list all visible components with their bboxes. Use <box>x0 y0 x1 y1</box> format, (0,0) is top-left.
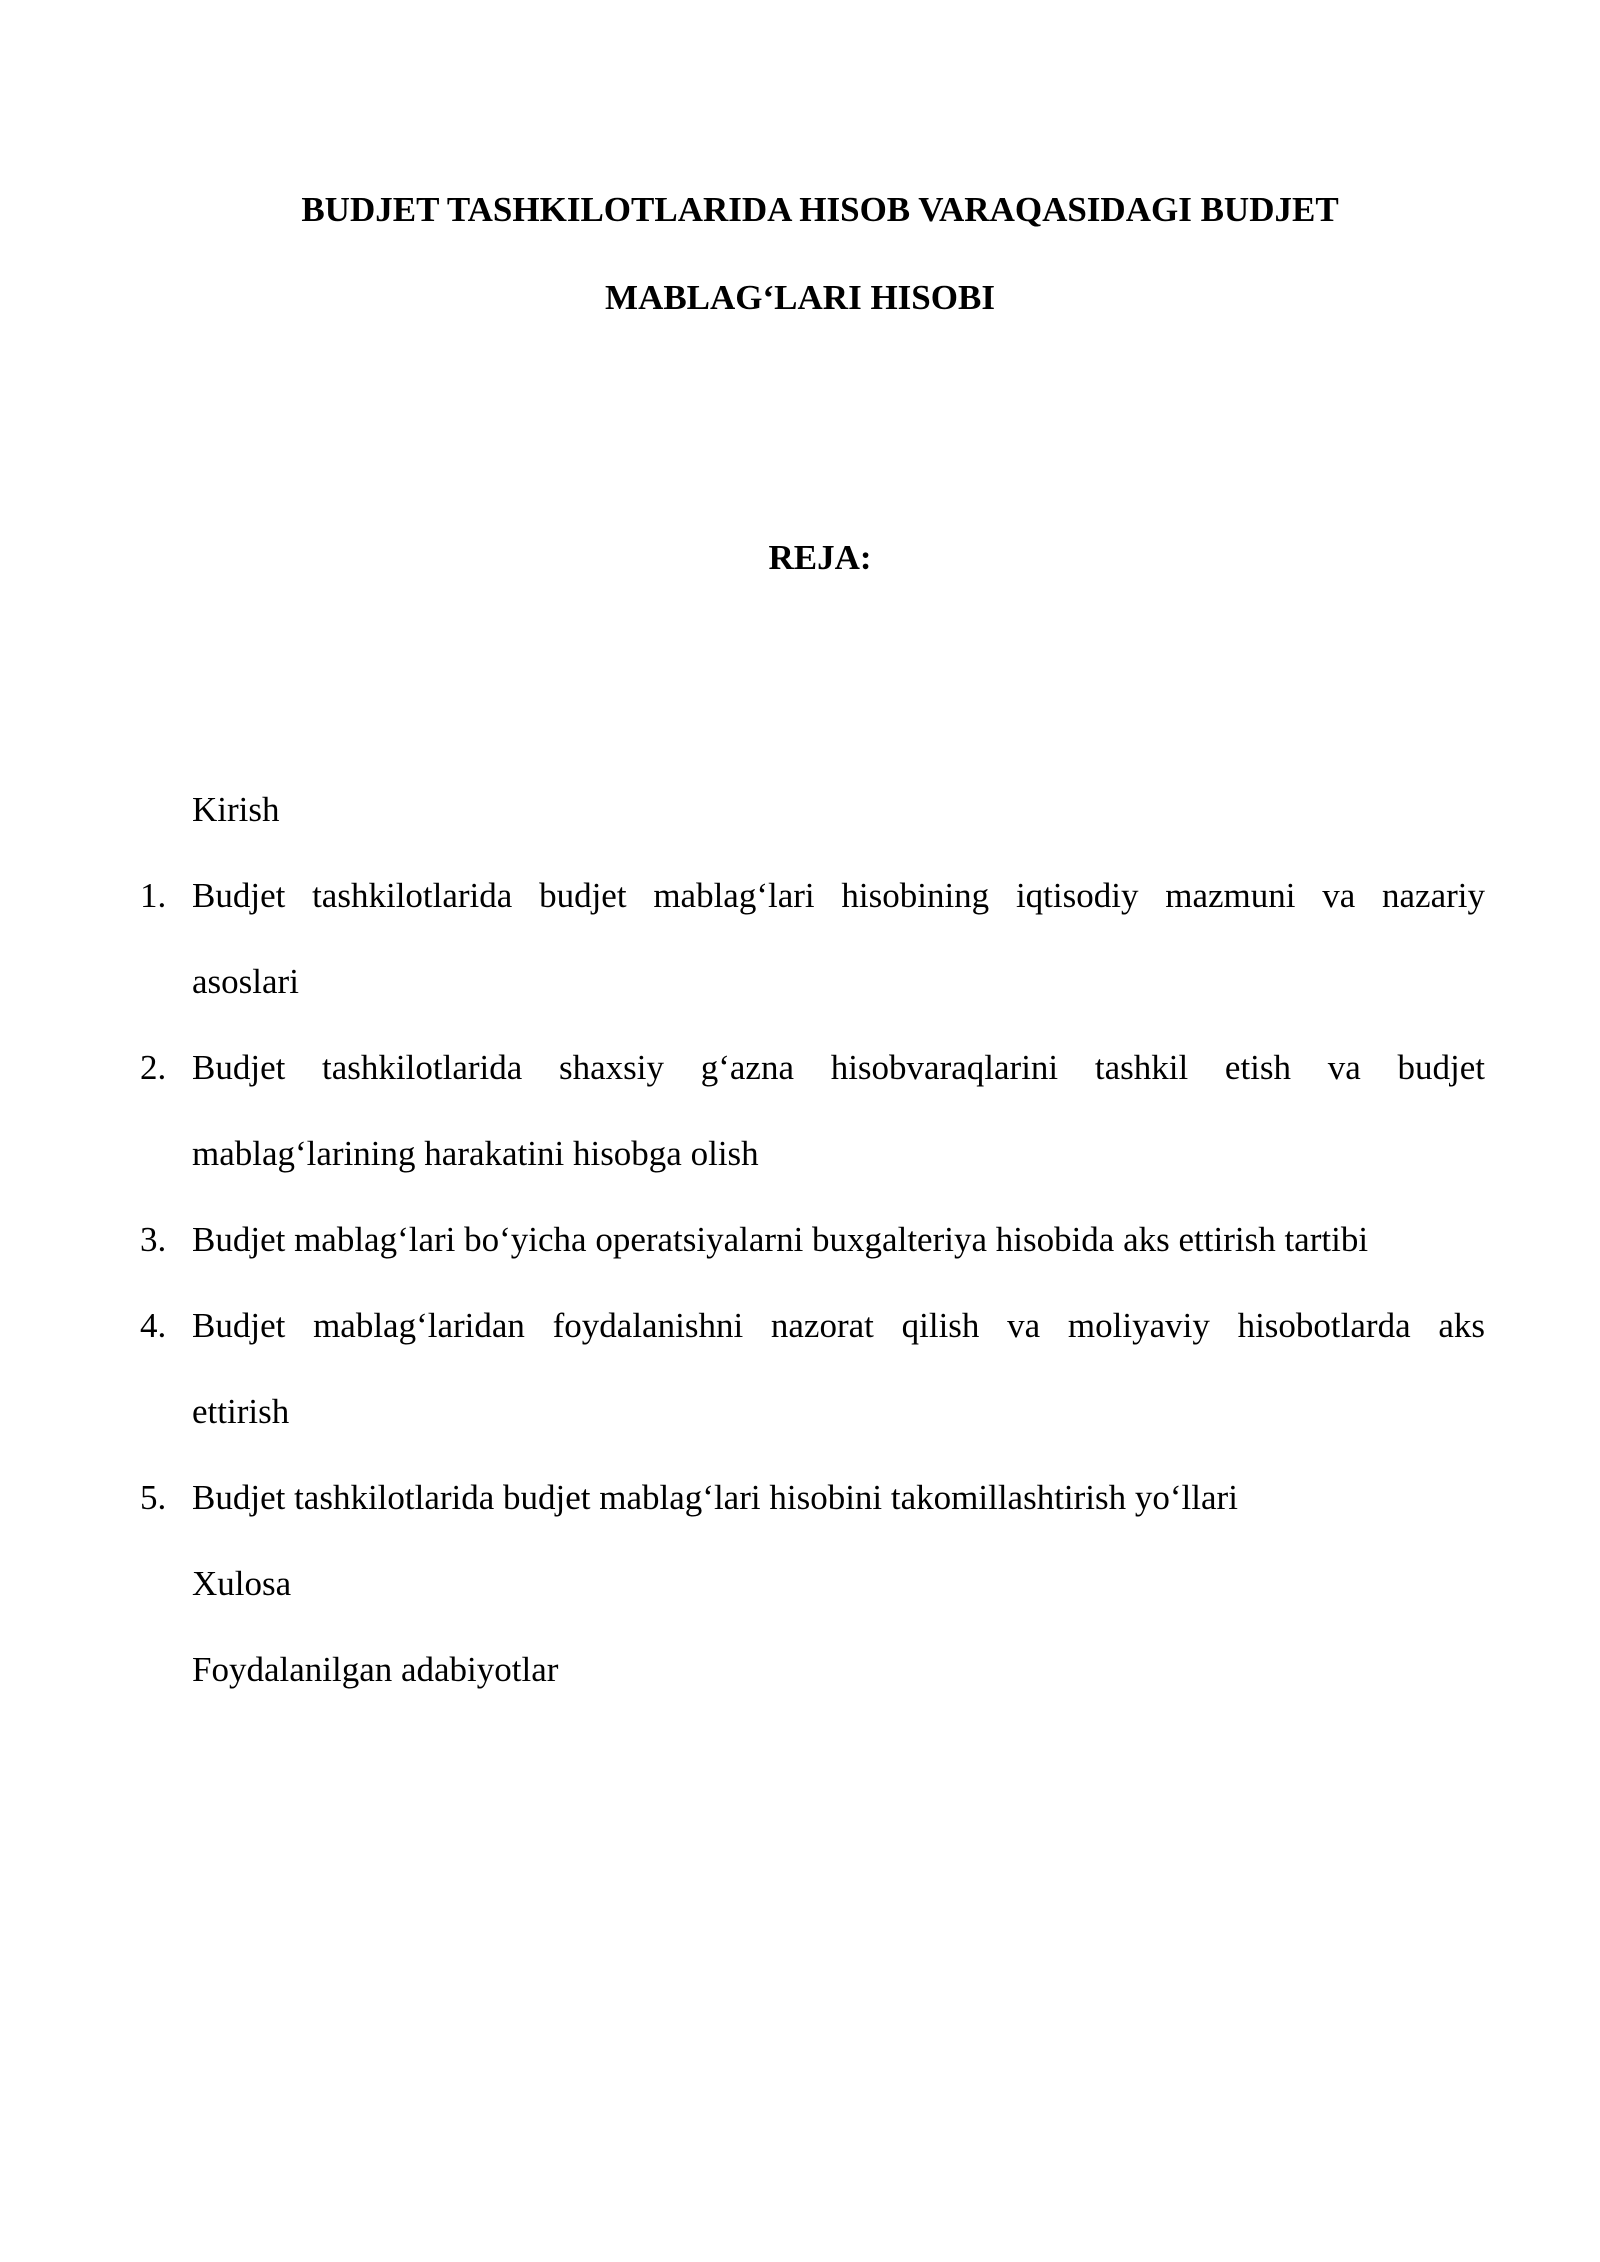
plan-item-number: 2. <box>140 1048 167 1087</box>
plan-heading: REJA: <box>768 538 872 577</box>
plan-item-number: 3. <box>140 1220 167 1259</box>
plan-item-number: 4. <box>140 1306 167 1345</box>
plan-item-text: Budjet mablag‘laridan foydalanishni nazorat qilish va moliyaviy hisobotlarda aks <box>192 1306 1485 1345</box>
plan-item-number: 5. <box>140 1478 167 1517</box>
plan-intro: Kirish <box>192 790 280 829</box>
document-title-line-2: MABLAG‘LARI HISOBI <box>605 278 995 317</box>
plan-item-text: Budjet tashkilotlarida budjet mablag‘lari hisobini takomillashtirish yo‘llari <box>192 1478 1238 1517</box>
plan-item-text: Budjet mablag‘lari bo‘yicha operatsiyalarni buxgalteriya hisobida aks ettirish tartibi <box>192 1220 1369 1259</box>
plan-references: Foydalanilgan adabiyotlar <box>192 1650 559 1689</box>
plan-item-text: Budjet tashkilotlarida budjet mablag‘lari hisobining iqtisodiy mazmuni va nazariy <box>192 876 1485 915</box>
document-title-line-1: BUDJET TASHKILOTLARIDA HISOB VARAQASIDAGI BUDJET <box>301 190 1339 229</box>
plan-conclusion: Xulosa <box>192 1564 292 1603</box>
plan-item-number: 1. <box>140 876 167 915</box>
plan-item-text: Budjet tashkilotlarida shaxsiy g‘azna hisobvaraqlarini tashkil etish va budjet <box>192 1048 1485 1087</box>
plan-item-text-continued: asoslari <box>192 962 299 1001</box>
plan-item-text-continued: mablag‘larining harakatini hisobga olish <box>192 1134 759 1173</box>
plan-item-text-continued: ettirish <box>192 1392 290 1431</box>
